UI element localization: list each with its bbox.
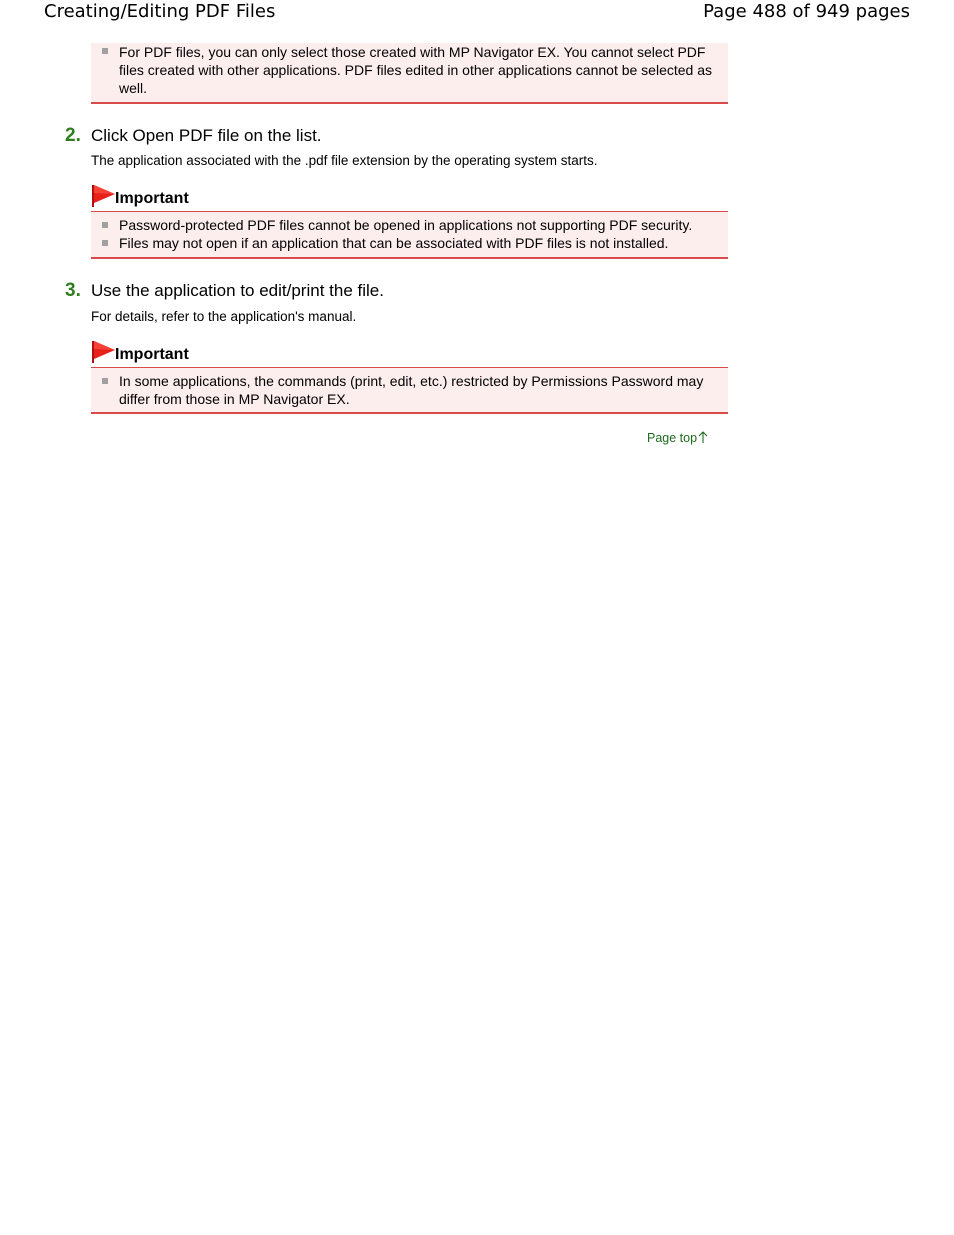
page-top-link[interactable] bbox=[647, 430, 708, 446]
important-label: Important bbox=[115, 190, 189, 207]
document-title: Creating/Editing PDF Files bbox=[44, 1, 276, 22]
note-box-continued bbox=[91, 43, 728, 104]
square-bullet-icon bbox=[102, 240, 108, 246]
important-list bbox=[91, 217, 728, 252]
important-list bbox=[91, 373, 728, 408]
step-description: The application associated with the .pdf file extension by the operating system starts. bbox=[91, 153, 598, 168]
important-item bbox=[91, 217, 728, 235]
flag-icon bbox=[91, 340, 117, 364]
step-number: 2. bbox=[65, 125, 81, 146]
step-title: Use the application to edit/print the file. bbox=[91, 281, 384, 300]
important-item-text: Files may not open if an application that can be associated with PDF files is not installed. bbox=[119, 234, 669, 251]
important-box bbox=[91, 367, 728, 414]
note-list bbox=[91, 43, 728, 97]
page-counter: Page 488 of 949 pages bbox=[703, 1, 910, 22]
important-item bbox=[91, 235, 728, 253]
note-item-text: For PDF files, you can only select those created with MP Navigator EX. You cannot select PDF files created with other applications. PDF files edited in other applications cannot be selected as well. bbox=[119, 44, 713, 96]
arrow-up-icon bbox=[698, 430, 708, 444]
important-box bbox=[91, 211, 728, 259]
step-description: For details, refer to the application's manual. bbox=[91, 309, 357, 324]
square-bullet-icon bbox=[102, 222, 108, 228]
important-label: Important bbox=[115, 346, 189, 363]
square-bullet-icon bbox=[102, 378, 108, 384]
note-item bbox=[91, 43, 728, 97]
important-item-text: In some applications, the commands (print, edit, etc.) restricted by Permissions Password may differ from those in MP Navigator EX. bbox=[119, 373, 704, 407]
page-top-label: Page top bbox=[647, 431, 698, 445]
square-bullet-icon bbox=[102, 48, 108, 54]
important-item-text: Password-protected PDF files cannot be opened in applications not supporting PDF security. bbox=[119, 217, 693, 233]
step-title: Click Open PDF file on the list. bbox=[91, 126, 322, 145]
step-number: 3. bbox=[65, 280, 81, 301]
important-item bbox=[91, 373, 728, 408]
page-header bbox=[0, 0, 954, 26]
flag-icon bbox=[91, 184, 117, 208]
